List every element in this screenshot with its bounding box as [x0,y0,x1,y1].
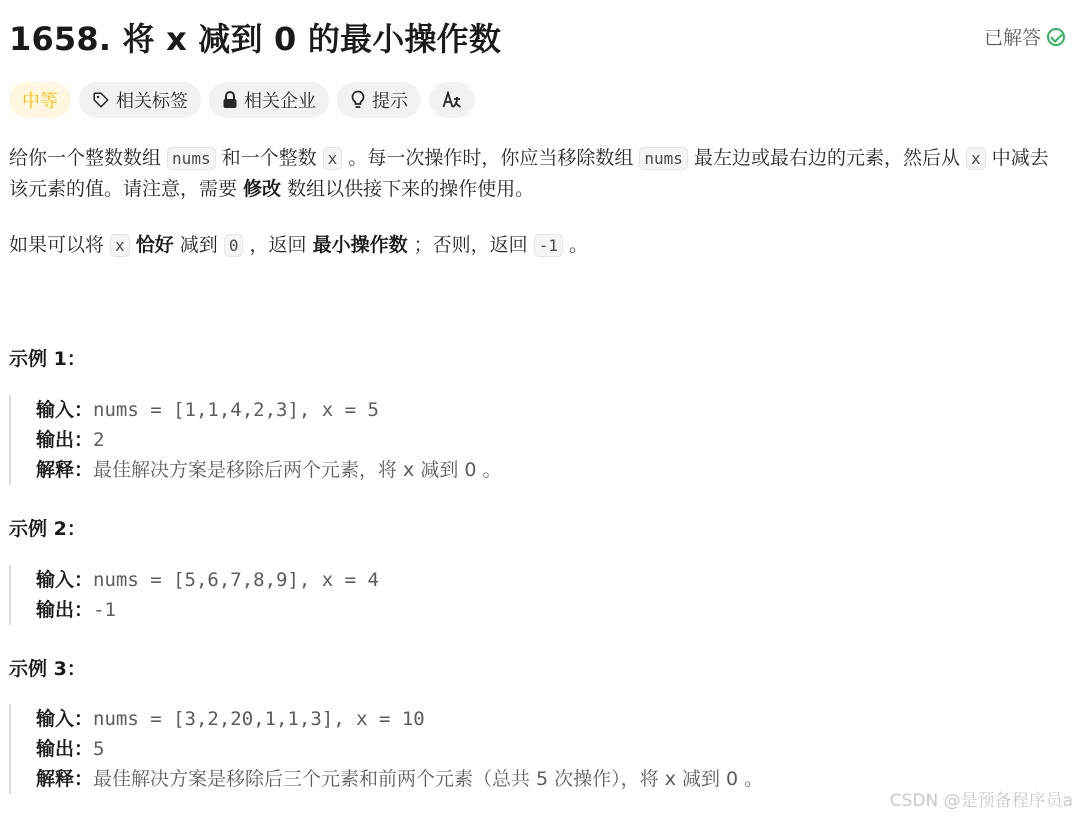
translate-button[interactable] [429,82,475,118]
explanation-text: 最佳解决方案是移除后两个元素，将 x 减到 0 。 [93,459,502,481]
example-3-block [9,704,763,794]
example-output [36,595,379,625]
input-value: nums = [3,2,20,1,1,3], x = 10 [93,708,425,730]
example-output [36,425,502,455]
bold-text: 修改 [243,178,282,200]
text: ，返回 [243,234,313,256]
example-output [36,734,763,764]
example-explanation [36,764,763,794]
example-3-title: 示例 3： [9,658,86,680]
csdn-watermark: CSDN @是预备程序员a [889,791,1073,811]
explanation-text: 最佳解决方案是移除后三个元素和前两个元素（总共 5 次操作），将 x 减到 0 。 [93,768,764,790]
hint-button[interactable] [337,82,421,118]
input-label: 输入： [36,569,94,591]
input-label: 输入： [36,399,94,421]
related-companies-label: 相关企业 [244,91,316,112]
inline-code: nums [639,147,688,170]
text: 。每一次操作时，你应当移除数组 [342,147,640,169]
text: 和一个整数 [215,147,323,169]
difficulty-badge[interactable] [9,82,71,118]
difficulty-label: 中等 [22,91,58,112]
example-input [36,704,763,734]
solved-status [984,23,1065,50]
related-tags-label: 相关标签 [116,91,188,112]
related-tags-button[interactable] [79,82,201,118]
text: ；否则，返回 [407,234,534,256]
lock-icon [222,91,238,109]
description-paragraph-2 [9,230,1064,261]
solved-label: 已解答 [983,27,1041,49]
input-value: nums = [1,1,4,2,3], x = 5 [93,399,379,421]
bold-text: 最小操作数 [312,234,408,256]
related-companies-button[interactable] [209,82,329,118]
input-value: nums = [5,6,7,8,9], x = 4 [93,569,379,591]
example-2-block [9,565,379,625]
inline-code: -1 [534,234,563,257]
hint-label: 提示 [372,91,408,112]
explanation-label: 解释： [36,768,94,790]
explanation-label: 解释： [36,459,94,481]
inline-code: x [323,147,343,170]
text: 减到 [173,234,224,256]
example-explanation [36,455,502,485]
inline-code: x [966,147,986,170]
description-paragraph-1 [9,143,1064,205]
input-label: 输入： [36,708,94,730]
example-1-title: 示例 1： [9,348,86,370]
problem-title: 1658. 将 x 减到 0 的最小操作数 [9,20,502,58]
example-1-block [9,395,502,485]
example-input [36,395,502,425]
output-value: -1 [93,599,116,621]
inline-code: nums [167,147,216,170]
text: 中减去该元素的值。请注意，需要 [9,147,1049,200]
check-circle-icon [1047,28,1065,46]
example-2-title: 示例 2： [9,518,86,540]
text: 最左边或最右边的元素，然后从 [687,147,967,169]
output-label: 输出： [36,599,94,621]
tag-icon [92,91,110,109]
inline-code: 0 [224,234,244,257]
lightbulb-icon [350,90,366,110]
text: 数组以供接下来的操作使用。 [281,178,535,200]
example-input [36,565,379,595]
output-label: 输出： [36,738,94,760]
text: 。 [562,234,588,256]
output-value: 2 [93,429,105,451]
text: 给你一个整数数组 [9,147,168,169]
output-label: 输出： [36,429,94,451]
output-value: 5 [93,738,105,760]
inline-code: x [110,234,130,257]
bold-text: 恰好 [135,234,174,256]
tag-bar [9,82,475,118]
text: 如果可以将 [9,234,111,256]
translate-icon [442,91,462,109]
